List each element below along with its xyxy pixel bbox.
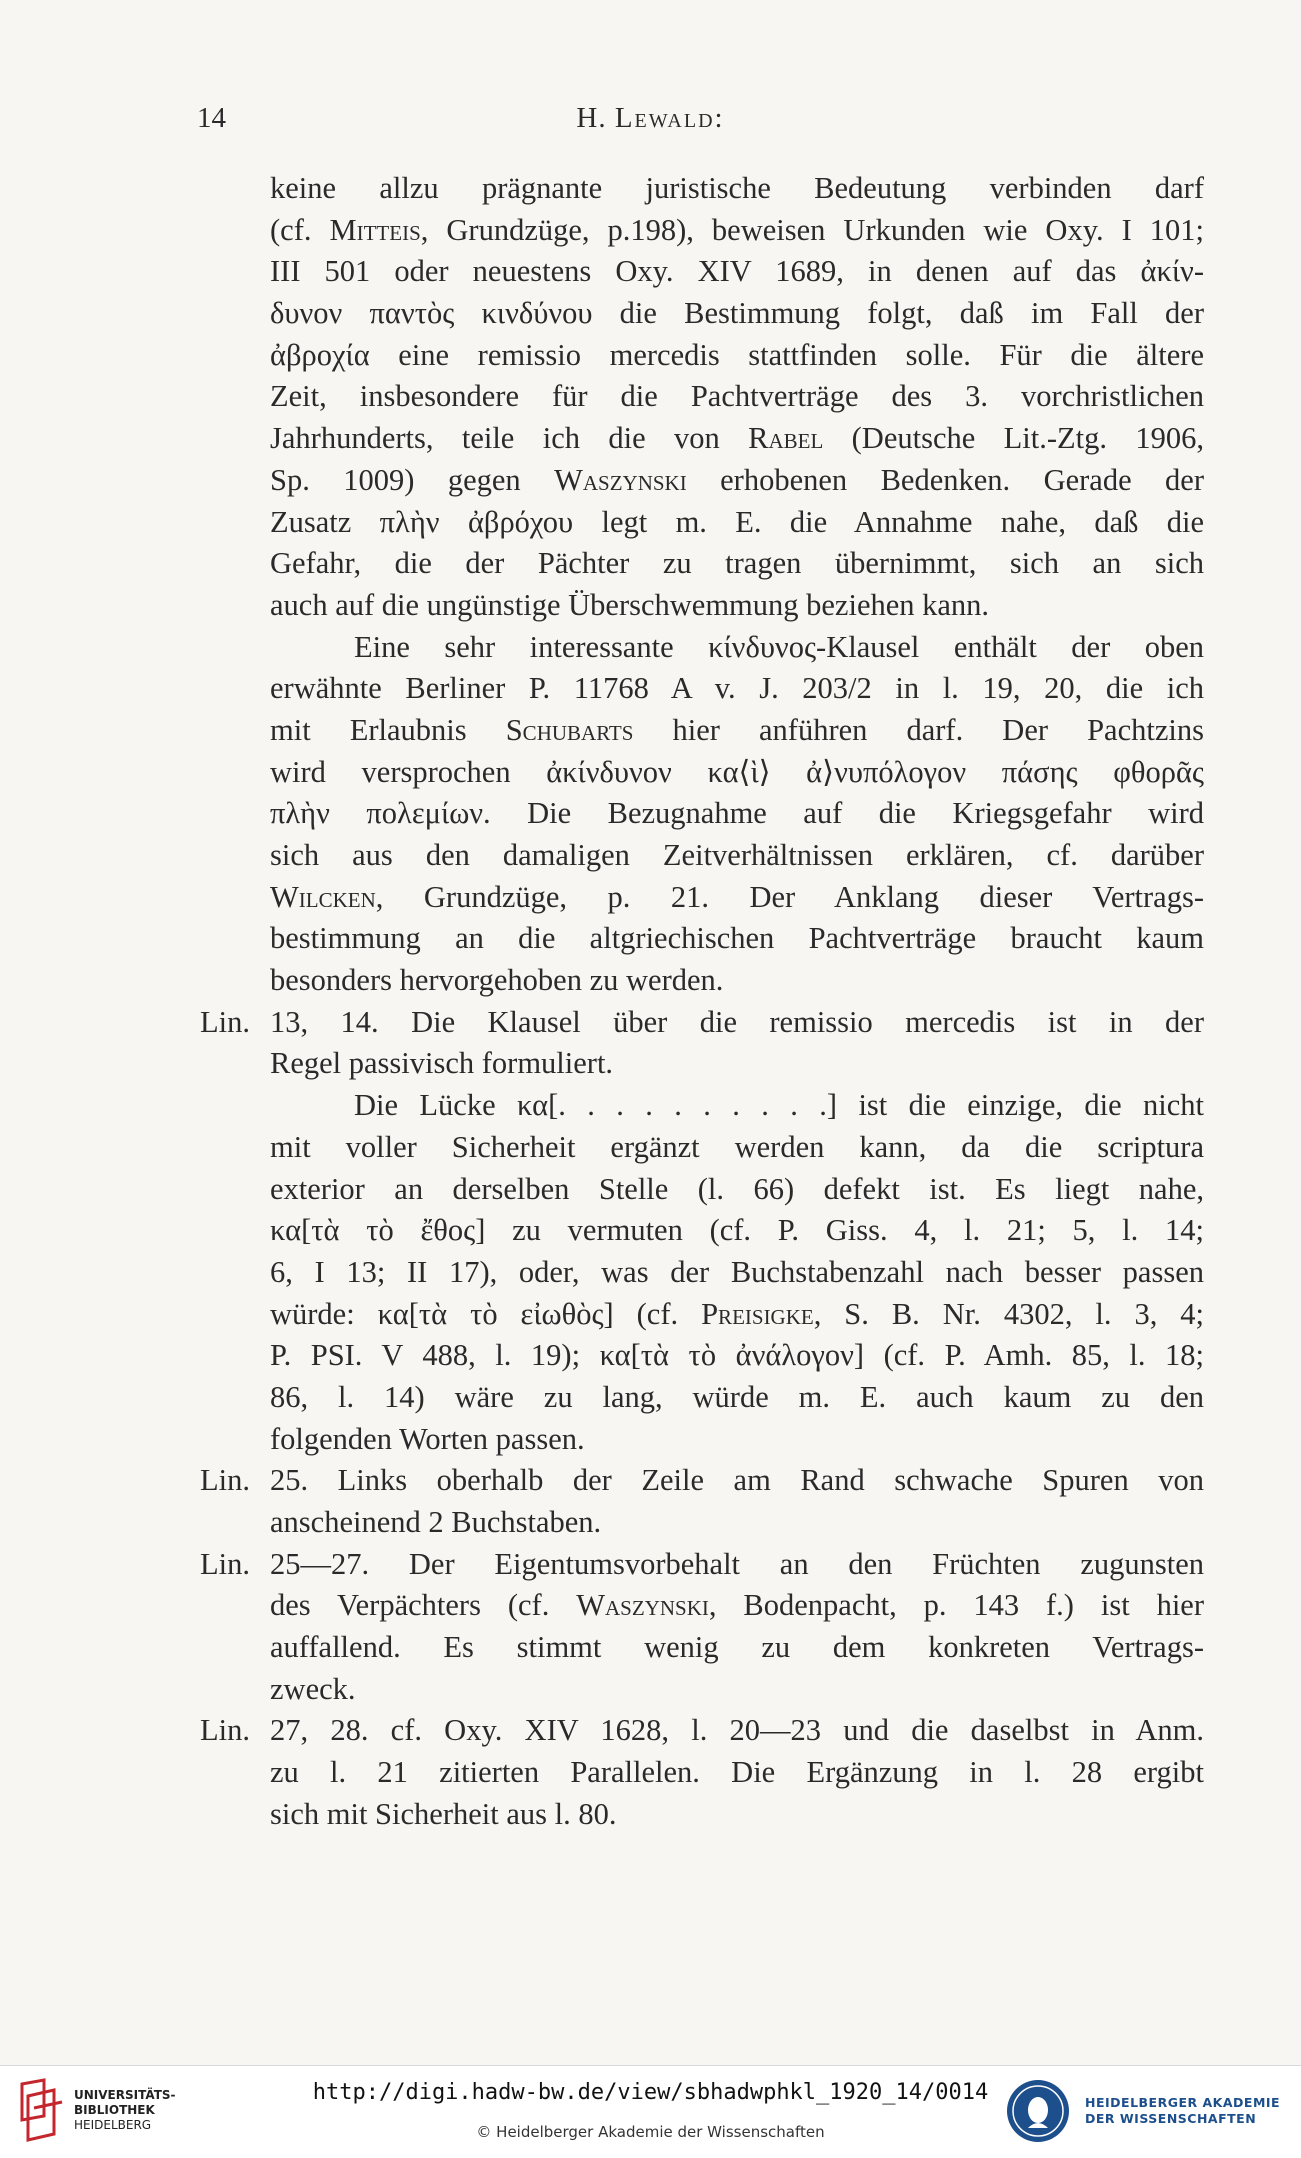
text-run: , S. B. Nr. 4302, l. 3, 4; xyxy=(813,1296,1204,1331)
text-run: , Grundzüge, p.198), beweisen Urkunden wie Oxy. I 101; xyxy=(420,212,1204,247)
text-run: würde: κα[τὰ τὸ εἰωθὸς] (cf. xyxy=(270,1296,702,1331)
text-line: wird versprochen ἀκίνδυνον κα⟨ὶ⟩ ἀ⟩νυπόλογον πάσης φθορᾶς xyxy=(270,754,1204,789)
line-note-label: Lin. xyxy=(200,1004,250,1039)
text-line: Gefahr, die der Pächter zu tragen übernimmt, sich an sich xyxy=(270,546,1204,581)
text-line: sich mit Sicherheit aus l. 80. xyxy=(270,1796,617,1831)
text-line: besonders hervorgehoben zu werden. xyxy=(270,963,724,998)
academy-seal-icon xyxy=(1005,2078,1071,2144)
text-run: Jahrhunderts, teile ich die von xyxy=(270,421,749,456)
running-head xyxy=(0,102,1301,135)
permalink-url[interactable]: http://digi.hadw-bw.de/view/sbhadwphkl_1920_14/0014 xyxy=(312,2080,989,2105)
page-number: 14 xyxy=(197,102,226,134)
text-line xyxy=(270,710,1204,752)
line-note xyxy=(200,1710,1204,1835)
text-line: erwähnte Berliner P. 11768 A v. J. 203/2 in l. 19, 20, die ich xyxy=(270,671,1204,706)
text-line: Regel passivisch formuliert. xyxy=(270,1046,614,1081)
author-name: Lewald: xyxy=(614,102,725,134)
text-line: sich aus den damaligen Zeitverhältnissen erklären, cf. darüber xyxy=(270,838,1204,872)
text-line: Zusatz πλὴν ἀβρόχου legt m. E. die Annahme nahe, daß die xyxy=(270,504,1204,539)
text-line: exterior an derselben Stelle (l. 66) defekt ist. Es liegt nahe, xyxy=(270,1171,1204,1206)
text-run: erhobenen Bedenken. Gerade der xyxy=(686,462,1204,497)
text-run: , Grundzüge, p. 21. Der Anklang dieser Vertrags- xyxy=(375,879,1204,914)
line-note xyxy=(200,1460,1204,1543)
paragraph-2 xyxy=(270,627,1204,1002)
text-run: Sp. 1009) gegen xyxy=(270,462,555,497)
text-line: P. PSI. V 488, l. 19); κα[τὰ τὸ ἀνάλογον] (cf. P. Amh. 85, l. 18; xyxy=(270,1338,1204,1373)
line-note xyxy=(200,1544,1204,1711)
text-line: zweck. xyxy=(270,1671,356,1706)
line-note-label: Lin. xyxy=(200,1463,250,1498)
text-line xyxy=(270,418,1204,460)
text-line: mit voller Sicherheit ergänzt werden kann, da die scriptura xyxy=(270,1129,1204,1164)
author-reference: Rabel xyxy=(748,421,824,456)
text-line: bestimmung an die altgriechischen Pachtverträge braucht kaum xyxy=(270,921,1204,956)
text-run: (cf. xyxy=(270,212,330,247)
academy-name: HEIDELBERGER AKADEMIE DER WISSENSCHAFTEN xyxy=(1085,2095,1281,2126)
text-line: 25—27. Der Eigentumsvorbehalt an den Früchten zugunsten xyxy=(270,1546,1204,1581)
text-line: δυνον παντὸς κινδύνου die Bestimmung folgt, daß im Fall der xyxy=(270,296,1204,331)
author-reference: Wilcken xyxy=(270,879,376,914)
author-reference: Preisigke xyxy=(701,1296,814,1331)
text-run: des Verpächters (cf. xyxy=(270,1588,577,1623)
text-line xyxy=(270,460,1204,502)
text-line: 6, I 13; II 17), oder, was der Buchstabenzahl nach besser passen xyxy=(270,1254,1204,1289)
text-line: 27, 28. cf. Oxy. XIV 1628, l. 20—23 und die daselbst in Anm. xyxy=(270,1713,1204,1748)
author-initial: H. xyxy=(576,102,615,134)
university-library-name: UNIVERSITÄTS- BIBLIOTHEK HEIDELBERG xyxy=(74,2088,176,2132)
author-reference: Waszynski xyxy=(554,462,687,497)
line-note-label: Lin. xyxy=(200,1713,250,1748)
text-line: κα[τὰ τὸ ἔθος] zu vermuten (cf. P. Giss. 4, l. 21; 5, l. 14; xyxy=(270,1213,1204,1248)
text-line: keine allzu prägnante juristische Bedeutung verbinden darf xyxy=(270,171,1204,205)
copyright-notice: © Heidelberger Akademie der Wissenschaften xyxy=(476,2123,825,2141)
text-line: Die Lücke κα[. . . . . . . . . .] ist die einzige, die nicht xyxy=(354,1088,1204,1123)
text-line: anscheinend 2 Buchstaben. xyxy=(270,1505,602,1539)
text-line: folgenden Worten passen. xyxy=(270,1421,585,1456)
text-line: πλὴν πολεμίων. Die Bezugnahme auf die Kriegsgefahr wird xyxy=(270,796,1204,831)
text-line: ἀβροχία eine remissio mercedis stattfinden solle. Für die ältere xyxy=(270,337,1204,372)
line-note-label: Lin. xyxy=(200,1546,250,1581)
text-line: III 501 oder neuestens Oxy. XIV 1689, in denen auf das ἀκίν- xyxy=(270,254,1204,289)
paragraph-1 xyxy=(270,168,1204,627)
text-line xyxy=(270,1294,1204,1336)
text-line: 13, 14. Die Klausel über die remissio mercedis ist in der xyxy=(270,1004,1204,1039)
text-line xyxy=(270,1585,1204,1627)
text-line: auffallend. Es stimmt wenig zu dem konkreten Vertrags- xyxy=(270,1630,1204,1665)
text-line xyxy=(270,210,1204,252)
text-run: mit Erlaubnis xyxy=(270,712,506,747)
text-run: (Deutsche Lit.-Ztg. 1906, xyxy=(823,421,1204,456)
text-run: hier anführen darf. Der Pachtzins xyxy=(633,712,1204,747)
paragraph-3 xyxy=(270,1085,1204,1460)
text-line: 25. Links oberhalb der Zeile am Rand schwache Spuren von xyxy=(270,1463,1204,1498)
body-text xyxy=(200,168,1204,1836)
line-notes-1 xyxy=(200,1002,1204,1085)
author-reference: Mitteis xyxy=(329,212,421,247)
text-line: Eine sehr interessante κίνδυνος-Klausel enthält der oben xyxy=(354,629,1204,664)
author-reference: Waszynski xyxy=(576,1588,709,1623)
text-line: Zeit, insbesondere für die Pachtverträge des 3. vorchristlichen xyxy=(270,379,1204,414)
text-line xyxy=(270,877,1204,919)
digitization-footer xyxy=(0,2065,1301,2158)
text-line: zu l. 21 zitierten Parallelen. Die Ergänzung in l. 28 ergibt xyxy=(270,1755,1204,1790)
text-line: auch auf die ungünstige Überschwemmung beziehen kann. xyxy=(270,587,990,622)
line-note xyxy=(200,1002,1204,1085)
line-notes-2 xyxy=(200,1460,1204,1835)
text-line: 86, l. 14) wäre zu lang, würde m. E. auch kaum zu den xyxy=(270,1379,1204,1414)
text-run: , Bodenpacht, p. 143 f.) ist hier xyxy=(708,1588,1204,1623)
author-reference: Schubarts xyxy=(505,712,634,747)
